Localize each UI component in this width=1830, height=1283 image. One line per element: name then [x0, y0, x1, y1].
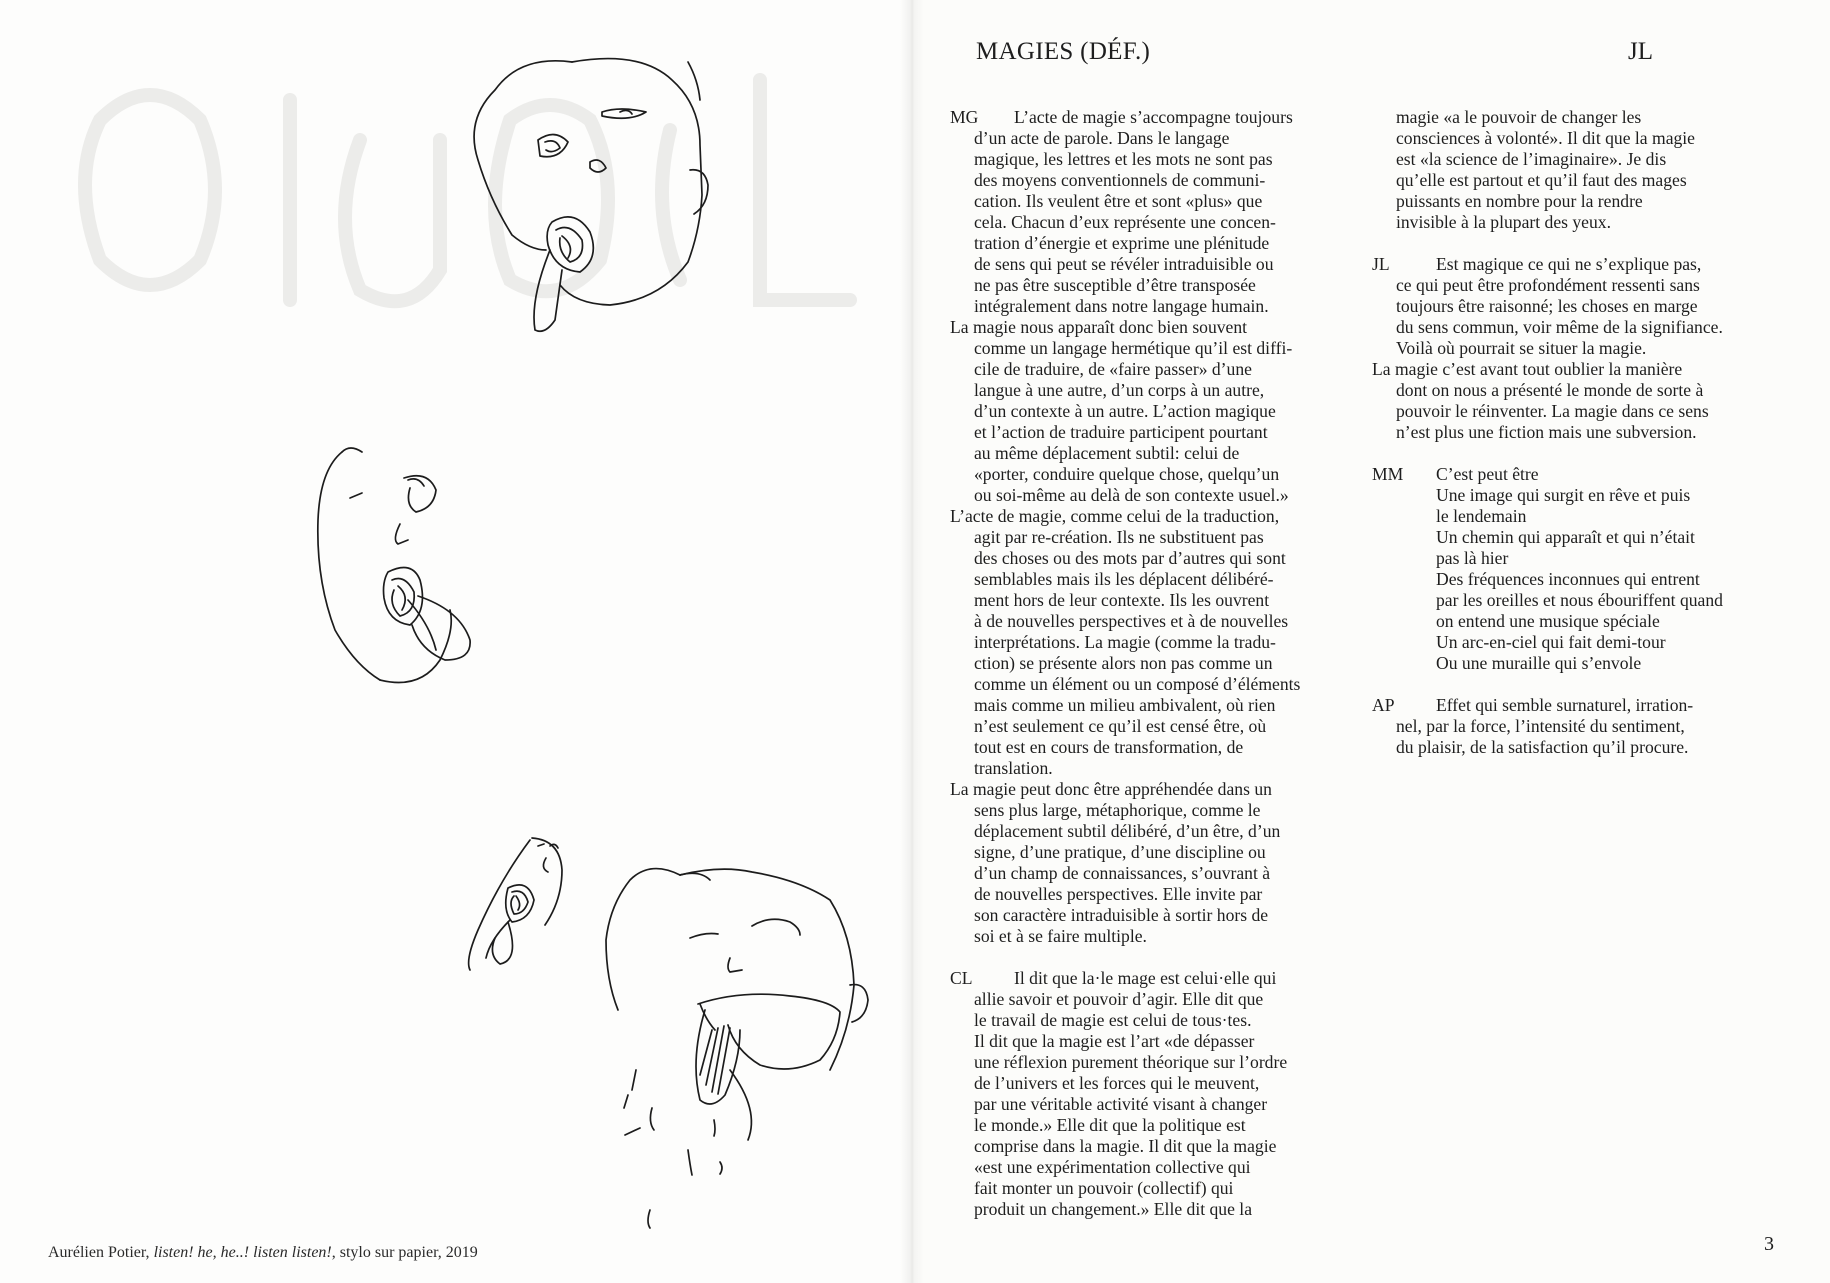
- paragraph: [950, 317, 1355, 506]
- text-line: allie savoir et pouvoir d’agir. Elle dit que: [974, 989, 1264, 1009]
- text-line: de sens qui peut se révéler intraduisible ou: [974, 254, 1274, 274]
- face-drawing-2: [318, 448, 470, 683]
- text-line: une réflexion purement théorique sur l’ordre: [974, 1052, 1288, 1072]
- text-line: ne pas être susceptible d’être transposée: [974, 275, 1256, 295]
- text-line: du sens commun, voir même de la signifiance.: [1396, 317, 1723, 337]
- text-line: comme un élément ou un composé d’éléments: [974, 674, 1301, 694]
- text-line: n’est plus une fiction mais une subversion.: [1396, 422, 1697, 442]
- text-line: fait monter un pouvoir (collectif) qui: [974, 1178, 1234, 1198]
- text-line: comme un langage hermétique qu’il est diffi-: [974, 338, 1293, 358]
- author-initials: JL: [1372, 254, 1390, 274]
- text-line: sens plus large, métaphorique, comme le: [974, 800, 1261, 820]
- text-line: translation.: [974, 758, 1053, 778]
- text-line: d’un acte de parole. Dans le langage: [974, 128, 1230, 148]
- entry-jl: [1372, 254, 1792, 359]
- page-header-initials: JL: [1628, 38, 1653, 65]
- entry-text: [1396, 254, 1723, 358]
- entry-text: [974, 968, 1287, 1219]
- text-line: consciences à volonté». Il dit que la magie: [1396, 128, 1695, 148]
- verse-first-line: C’est peut être: [1436, 464, 1539, 484]
- author-initials: CL: [950, 968, 973, 988]
- text-line: le travail de magie est celui de tous·tes.: [974, 1010, 1252, 1030]
- verse-line: pas là hier: [1436, 548, 1509, 568]
- text-line: de nouvelles perspectives. Elle invite par: [974, 884, 1263, 904]
- spacer: [950, 947, 1355, 968]
- text-line: cile de traduire, de «faire passer» d’une: [974, 359, 1252, 379]
- entry-text: [974, 107, 1293, 316]
- page-title: MAGIES (DÉF.): [976, 38, 1151, 65]
- spacer: [1372, 674, 1792, 695]
- text-column-left: [950, 107, 1355, 1220]
- entry-ap: [1372, 695, 1792, 758]
- verse-lines: [1436, 485, 1792, 674]
- text-line: mais comme un milieu ambivalent, où rien: [974, 695, 1276, 715]
- text-line: ction) se présente alors non pas comme un: [974, 653, 1273, 673]
- text-line: tout est en cours de transformation, de: [974, 737, 1244, 757]
- text-line: Il dit que la·le mage est celui·elle qui: [1014, 968, 1277, 988]
- paragraph-continued: [1372, 107, 1792, 233]
- verse-line: le lendemain: [1436, 506, 1527, 526]
- text-line: Effet qui semble surnaturel, irration-: [1436, 695, 1694, 715]
- text-line: Voilà où pourrait se situer la magie.: [1396, 338, 1647, 358]
- verse-line: on entend une musique spéciale: [1436, 611, 1660, 631]
- caption-artist: Aurélien Potier,: [48, 1244, 150, 1261]
- text-line: dont on nous a présenté le monde de sorte à: [1396, 380, 1704, 400]
- text-line: intégralement dans notre langage humain.: [974, 296, 1269, 316]
- text-line: ou soi-même au delà de son contexte usuel.»: [974, 485, 1289, 505]
- text-line: tration d’énergie et exprime une plénitude: [974, 233, 1270, 253]
- text-line: cela. Chacun d’eux représente une concen-: [974, 212, 1276, 232]
- text-column-right: [1372, 107, 1792, 758]
- face-drawing-4: [606, 869, 868, 1228]
- text-line: Est magique ce qui ne s’explique pas,: [1436, 254, 1702, 274]
- left-page: [0, 0, 910, 1283]
- text-line: «porter, conduire quelque chose, quelqu’un: [974, 464, 1280, 484]
- paragraph: [950, 506, 1355, 779]
- page-number: 3: [1764, 1233, 1774, 1255]
- text-line: L’acte de magie s’accompagne toujours: [1014, 107, 1293, 127]
- text-line: qu’elle est partout et qu’il faut des mages: [1396, 170, 1687, 190]
- face-drawing-3: [469, 838, 562, 970]
- verse-line: par les oreilles et nous ébouriffent quand: [1436, 590, 1723, 610]
- paragraph: [950, 779, 1355, 947]
- text-line: agit par re-création. Ils ne substituent pas: [974, 527, 1264, 547]
- verse-line: Un arc-en-ciel qui fait demi-tour: [1436, 632, 1666, 652]
- spacer: [1372, 233, 1792, 254]
- author-initials: MG: [950, 107, 979, 127]
- caption-work-title: listen! he, he..! listen listen!: [153, 1244, 332, 1261]
- text-line: comprise dans la magie. Il dit que la magie: [974, 1136, 1277, 1156]
- spacer: [1372, 443, 1792, 464]
- text-line: La magie peut donc être appréhendée dans un: [950, 779, 1272, 799]
- verse-line: Un chemin qui apparaît et qui n’était: [1436, 527, 1695, 547]
- text-line: et l’action de traduire participent pourtant: [974, 422, 1268, 442]
- author-initials: MM: [1372, 464, 1404, 484]
- text-line: de l’univers et les forces qui le meuvent,: [974, 1073, 1260, 1093]
- pen-drawings: [0, 0, 910, 1283]
- entry-text: [1396, 107, 1695, 232]
- text-line: La magie c’est avant tout oublier la manière: [1372, 359, 1683, 379]
- author-initials: AP: [1372, 695, 1395, 715]
- text-line: le monde.» Elle dit que la politique est: [974, 1115, 1246, 1135]
- text-line: par une véritable activité visant à changer: [974, 1094, 1268, 1114]
- entry-cl: [950, 968, 1355, 1220]
- verse-line: Des fréquences inconnues qui entrent: [1436, 569, 1700, 589]
- text-line: L’acte de magie, comme celui de la traduction,: [950, 506, 1280, 526]
- text-line: n’est seulement ce qu’il est censé être, où: [974, 716, 1267, 736]
- text-line: au même déplacement subtil: celui de: [974, 443, 1240, 463]
- text-line: langue à une autre, d’un corps à un autre,: [974, 380, 1265, 400]
- entry-mg: [950, 107, 1355, 317]
- figure-caption: [48, 1244, 478, 1262]
- text-line: du plaisir, de la satisfaction qu’il procure.: [1396, 737, 1689, 757]
- paragraph: [1372, 359, 1792, 443]
- text-line: ce qui peut être profondément ressenti sans: [1396, 275, 1700, 295]
- verse-line: Une image qui surgit en rêve et puis: [1436, 485, 1691, 505]
- text-line: «est une expérimentation collective qui: [974, 1157, 1251, 1177]
- entry-mm: [1372, 464, 1792, 674]
- text-line: semblables mais ils les déplacent délibéré-: [974, 569, 1274, 589]
- book-gutter: [900, 0, 924, 1283]
- text-line: signe, d’une pratique, d’une discipline ou: [974, 842, 1266, 862]
- caption-medium: , stylo sur papier, 2019: [331, 1244, 478, 1261]
- text-line: à de nouvelles perspectives et à de nouvelles: [974, 611, 1289, 631]
- text-line: ment hors de leur contexte. Ils les ouvrent: [974, 590, 1270, 610]
- text-line: toujours être raisonné; les choses en marge: [1396, 296, 1698, 316]
- text-line: invisible à la plupart des yeux.: [1396, 212, 1611, 232]
- text-line: nel, par la force, l’intensité du sentiment,: [1396, 716, 1685, 736]
- text-line: magie «a le pouvoir de changer les: [1396, 107, 1642, 127]
- text-line: d’un contexte à un autre. L’action magique: [974, 401, 1276, 421]
- text-line: cation. Ils veulent être et sont «plus» que: [974, 191, 1263, 211]
- text-line: déplacement subtil délibéré, d’un être, d’un: [974, 821, 1281, 841]
- entry-text: [1396, 695, 1693, 757]
- text-line: son caractère intraduisible à sortir hors de: [974, 905, 1269, 925]
- text-line: d’un champ de connaissances, s’ouvrant à: [974, 863, 1271, 883]
- text-line: produit un changement.» Elle dit que la: [974, 1199, 1253, 1219]
- text-line: magique, les lettres et les mots ne sont pas: [974, 149, 1273, 169]
- verse-line: Ou une muraille qui s’envole: [1436, 653, 1642, 673]
- face-drawing-1: [474, 59, 708, 332]
- text-line: pouvoir le réinventer. La magie dans ce sens: [1396, 401, 1709, 421]
- text-line: Il dit que la magie est l’art «de dépasser: [974, 1031, 1255, 1051]
- text-line: soi et à se faire multiple.: [974, 926, 1147, 946]
- text-line: La magie nous apparaît donc bien souvent: [950, 317, 1248, 337]
- text-line: des choses ou des mots par d’autres qui sont: [974, 548, 1286, 568]
- text-line: des moyens conventionnels de communi-: [974, 170, 1266, 190]
- text-line: puissants en nombre pour la rendre: [1396, 191, 1643, 211]
- text-line: est «la science de l’imaginaire». Je dis: [1396, 149, 1667, 169]
- text-line: interprétations. La magie (comme la tradu-: [974, 632, 1276, 652]
